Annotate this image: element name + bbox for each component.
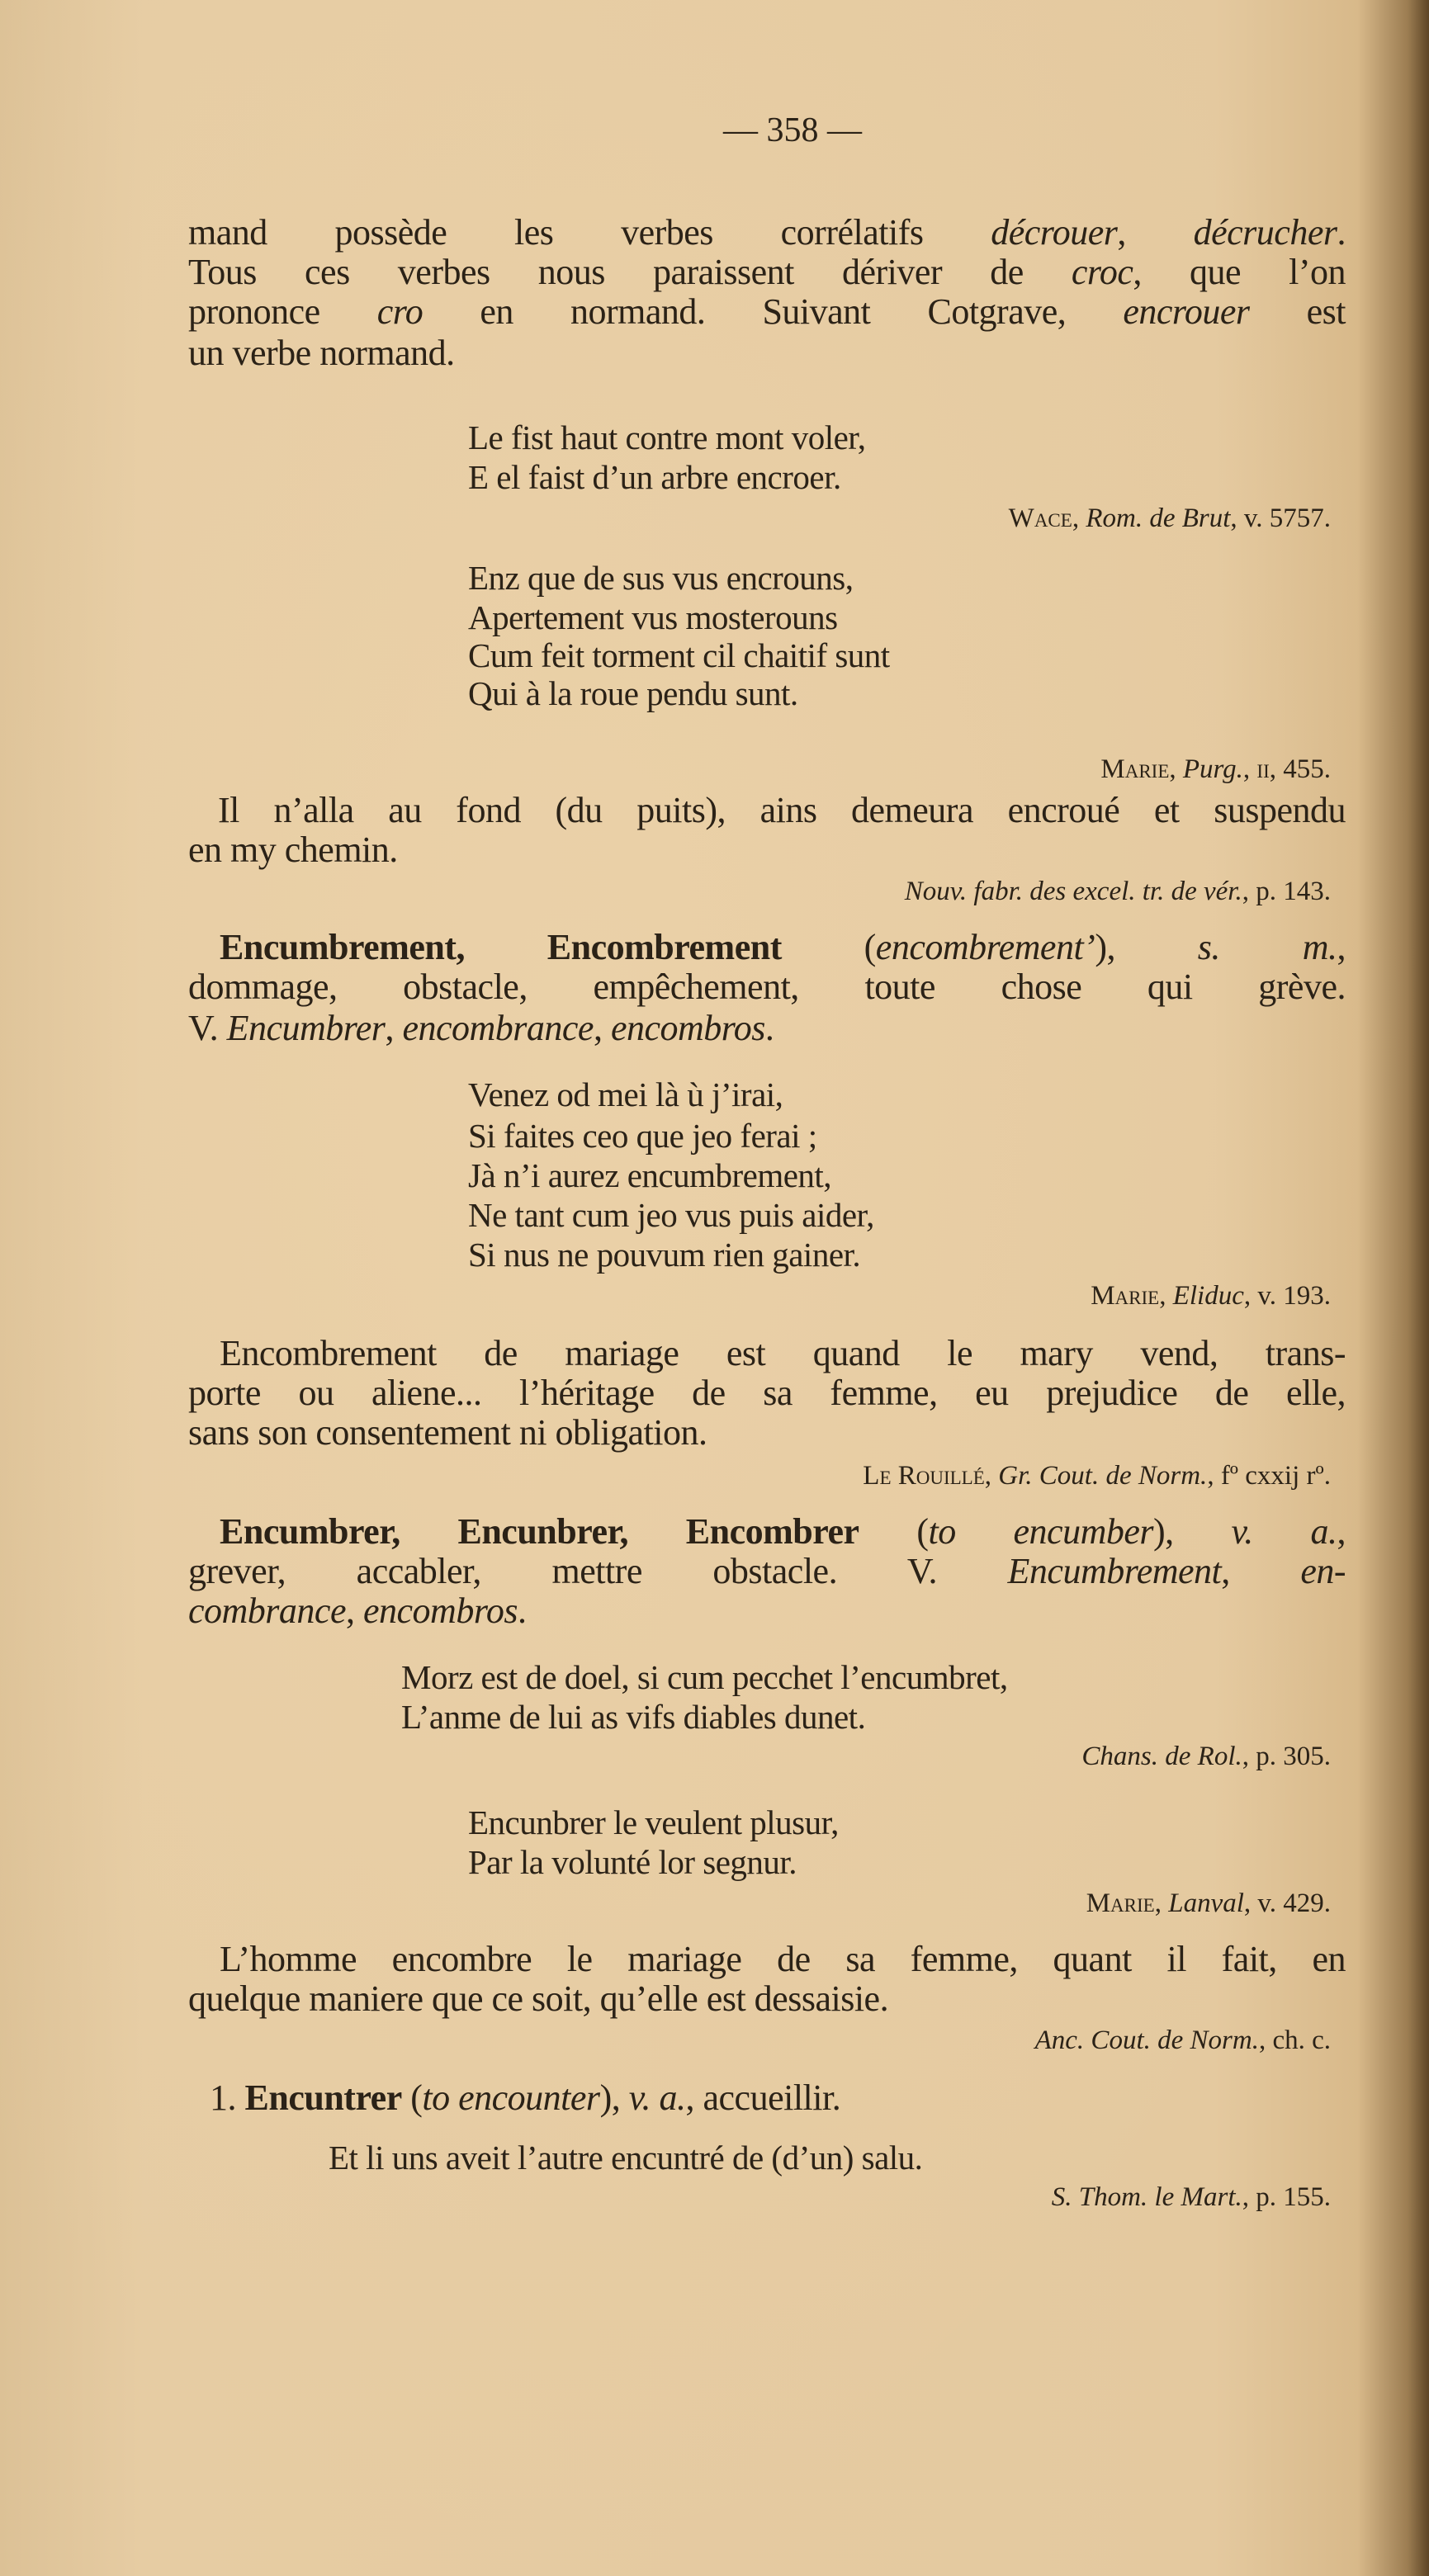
text-segment: . <box>1337 212 1346 253</box>
verse-line <box>468 1114 817 1157</box>
text-segment: , ch. c. <box>1258 2025 1331 2055</box>
italic-text: Anc. Cout. de Norm. <box>1034 2025 1259 2055</box>
cite-line <box>495 2019 1331 2062</box>
italic-text: encombros <box>363 1591 518 1631</box>
verse-line <box>401 1695 865 1738</box>
text-segment: Encombrement de mariage est quand le mary vend, trans- <box>220 1333 1346 1373</box>
text-segment: Morz est de doel, si cum pecchet l’encumbret, <box>401 1658 1008 1696</box>
italic-text: v. a. <box>628 2077 686 2118</box>
text-segment: un verbe normand. <box>188 333 455 373</box>
text-segment: ), <box>1153 1511 1232 1552</box>
text-segment: Enz que de sus vus encrouns, <box>468 559 854 597</box>
verse-line <box>401 1656 1008 1699</box>
text-segment: , <box>1242 754 1257 784</box>
author-name: ii <box>1256 754 1270 784</box>
text-segment: , <box>1117 212 1194 253</box>
author-name: Marie <box>1091 1281 1160 1311</box>
italic-text: Encumbrer <box>226 1008 386 1048</box>
italic-text: Purg. <box>1182 754 1243 784</box>
text-segment: , 455. <box>1269 754 1331 784</box>
text-segment: Tous ces verbes nous paraissent dériver de <box>188 252 1072 292</box>
entry-line <box>188 966 1346 1009</box>
italic-text: encombros <box>610 1008 765 1048</box>
para-line <box>188 1372 1346 1415</box>
text-segment: Apertement vus mosterouns <box>468 598 838 636</box>
text-segment: ), <box>1095 927 1198 967</box>
entry-line <box>220 1510 1346 1553</box>
italic-text: Encumbrement <box>1007 1551 1222 1591</box>
cite-line <box>495 1735 1331 1778</box>
text-segment: Si nus ne pouvum rien gainer. <box>468 1236 861 1274</box>
text-segment: dommage, obstacle, empêchement, toute chose qui grève. <box>188 967 1346 1007</box>
text-segment: , <box>984 1461 999 1491</box>
text-segment: , <box>1154 1888 1169 1918</box>
verse-line <box>468 634 890 677</box>
text-segment: Ne tant cum jeo vus puis aider, <box>468 1196 874 1234</box>
text-segment: Par la volunté lor segnur. <box>468 1843 797 1881</box>
text-segment: L’anme de lui as vifs diables dunet. <box>401 1698 866 1736</box>
verse-line <box>468 456 841 499</box>
text-segment: , p. 155. <box>1242 2182 1331 2212</box>
text-segment: , accueillir. <box>685 2077 841 2118</box>
text-segment: . <box>517 1591 527 1631</box>
verse-line <box>329 2136 922 2179</box>
text-segment: , v. 429. <box>1243 1888 1331 1918</box>
text-segment: — 358 — <box>723 111 862 149</box>
text-segment: , <box>385 1008 403 1048</box>
cite-line <box>495 748 1331 791</box>
text-segment: Encunbrer le veulent plusur, <box>468 1803 839 1841</box>
italic-text: Lanval <box>1168 1888 1244 1918</box>
text-segment: ( <box>781 927 876 967</box>
para-line <box>188 291 1346 333</box>
cite-line <box>495 1274 1331 1317</box>
italic-text: encombrance <box>402 1008 594 1048</box>
text-segment: , <box>1169 754 1183 784</box>
text-segment: V. <box>188 1008 227 1048</box>
para-line <box>188 211 1346 254</box>
text-segment: mand possède les verbes corrélatifs <box>188 212 991 253</box>
verse-line <box>468 1801 839 1844</box>
cite-line <box>495 2176 1331 2219</box>
italic-text: cro <box>376 291 423 332</box>
verse-line <box>468 1841 797 1884</box>
para-line <box>218 789 1346 832</box>
text-segment: ( <box>859 1511 929 1552</box>
author-name: Wace <box>1008 503 1072 533</box>
italic-text: combrance <box>188 1591 346 1631</box>
italic-text: to encounter <box>422 2077 600 2118</box>
para-line <box>188 332 455 375</box>
text-segment: , v. 5757. <box>1230 503 1331 533</box>
verse-line <box>468 556 854 599</box>
entry-line <box>188 1590 526 1633</box>
text-segment: ( <box>401 2077 423 2118</box>
entry-line <box>188 1007 774 1050</box>
entry-line <box>220 926 1346 969</box>
text-segment: Si faites ceo que jeo ferai ; <box>468 1117 817 1155</box>
italic-text: Nouv. fabr. des excel. tr. de vér. <box>904 877 1242 906</box>
text-segment: Et li uns aveit l’autre encuntré de (d’un) salu. <box>329 2139 923 2177</box>
text-segment: est <box>1249 291 1346 332</box>
text-segment: porte ou aliene... l’héritage de sa femme, eu prejudice de elle, <box>188 1373 1346 1413</box>
text-segment: prononce <box>188 291 377 332</box>
verse-line <box>468 596 838 639</box>
verse-line <box>468 1193 874 1236</box>
italic-text: to encumber <box>928 1511 1153 1552</box>
para-line <box>188 251 1346 294</box>
verse-line <box>468 1154 831 1197</box>
headword: Encumbrement, Encombrement <box>220 927 782 967</box>
text-segment: Le fist haut contre mont voler, <box>468 418 866 456</box>
para-line <box>188 1978 888 2021</box>
text-segment: quelque maniere que ce soit, qu’elle est dessaisie. <box>188 1978 889 2019</box>
para-line <box>188 1411 707 1454</box>
italic-text: Chans. de Rol. <box>1081 1742 1242 1771</box>
italic-text: décrucher <box>1193 212 1337 253</box>
text-segment: , p. 143. <box>1242 877 1331 906</box>
text-segment: sans son consentement ni obligation. <box>188 1412 707 1453</box>
italic-text: v. a. <box>1231 1511 1337 1552</box>
text-segment: 1. <box>210 2077 245 2118</box>
text-segment: , <box>1072 503 1086 533</box>
italic-text: Gr. Cout. de Norm. <box>998 1461 1208 1491</box>
author-name: Marie <box>1100 754 1170 784</box>
cite-line <box>495 497 1331 540</box>
text-segment: Cum feit torment cil chaitif sunt <box>468 636 890 674</box>
para-line <box>220 1938 1346 1981</box>
verse-line <box>468 672 798 715</box>
entry-line <box>188 1550 1346 1593</box>
headword: Encumbrer, Encunbrer, Encombrer <box>220 1511 859 1552</box>
verse-line <box>468 1073 783 1116</box>
text-segment: L’homme encombre le mariage de sa femme, quant il fait, en <box>220 1939 1346 1979</box>
para-line <box>188 829 398 872</box>
entry-line <box>210 2077 840 2120</box>
italic-text: S. Thom. le Mart. <box>1051 2182 1242 2212</box>
pagenum-line <box>627 109 958 152</box>
italic-text: encombrement’ <box>875 927 1095 967</box>
text-segment: , <box>1337 927 1346 967</box>
text-segment: , <box>1221 1551 1301 1591</box>
text-segment: . <box>764 1008 774 1048</box>
text-segment: , <box>1159 1281 1173 1311</box>
text-segment: grever, accabler, mettre obstacle. V. <box>188 1551 1008 1591</box>
text-segment: en my chemin. <box>188 830 398 870</box>
author-name: Le Rouillé <box>863 1461 985 1491</box>
text-segment: Il n’alla au fond (du puits), ains demeura encroué et suspendu <box>218 790 1346 830</box>
text-segment: , <box>346 1591 363 1631</box>
headword: Encuntrer <box>244 2077 402 2118</box>
text-segment: en normand. Suivant Cotgrave, <box>423 291 1124 332</box>
text-segment: , que l’on <box>1133 252 1346 292</box>
cite-line <box>495 1454 1331 1497</box>
italic-text: en- <box>1300 1551 1346 1591</box>
italic-text: Eliduc <box>1172 1281 1244 1311</box>
verse-line <box>468 1233 860 1276</box>
text-segment: , p. 305. <box>1242 1742 1331 1771</box>
italic-text: s. m. <box>1197 927 1337 967</box>
text-segment: , v. 193. <box>1243 1281 1331 1311</box>
text-segment: Venez od mei là ù j’irai, <box>468 1075 783 1113</box>
text-segment: , <box>593 1008 611 1048</box>
cite-line <box>495 1882 1331 1925</box>
italic-text: encrouer <box>1123 291 1250 332</box>
text-segment: , fº cxxij rº. <box>1207 1461 1331 1491</box>
text-segment: , <box>1337 1511 1346 1552</box>
text-segment: E el faist d’un arbre encroer. <box>468 458 841 496</box>
para-line <box>220 1332 1346 1375</box>
text-segment: ), <box>599 2077 629 2118</box>
cite-line <box>495 870 1331 913</box>
author-name: Marie <box>1086 1888 1155 1918</box>
verse-line <box>468 416 866 459</box>
italic-text: décrouer <box>991 212 1118 253</box>
text-segment: Jà n’i aurez encumbrement, <box>468 1156 832 1194</box>
italic-text: Rom. de Brut <box>1086 503 1231 533</box>
text-segment: Qui à la roue pendu sunt. <box>468 674 798 712</box>
italic-text: croc <box>1071 252 1133 292</box>
